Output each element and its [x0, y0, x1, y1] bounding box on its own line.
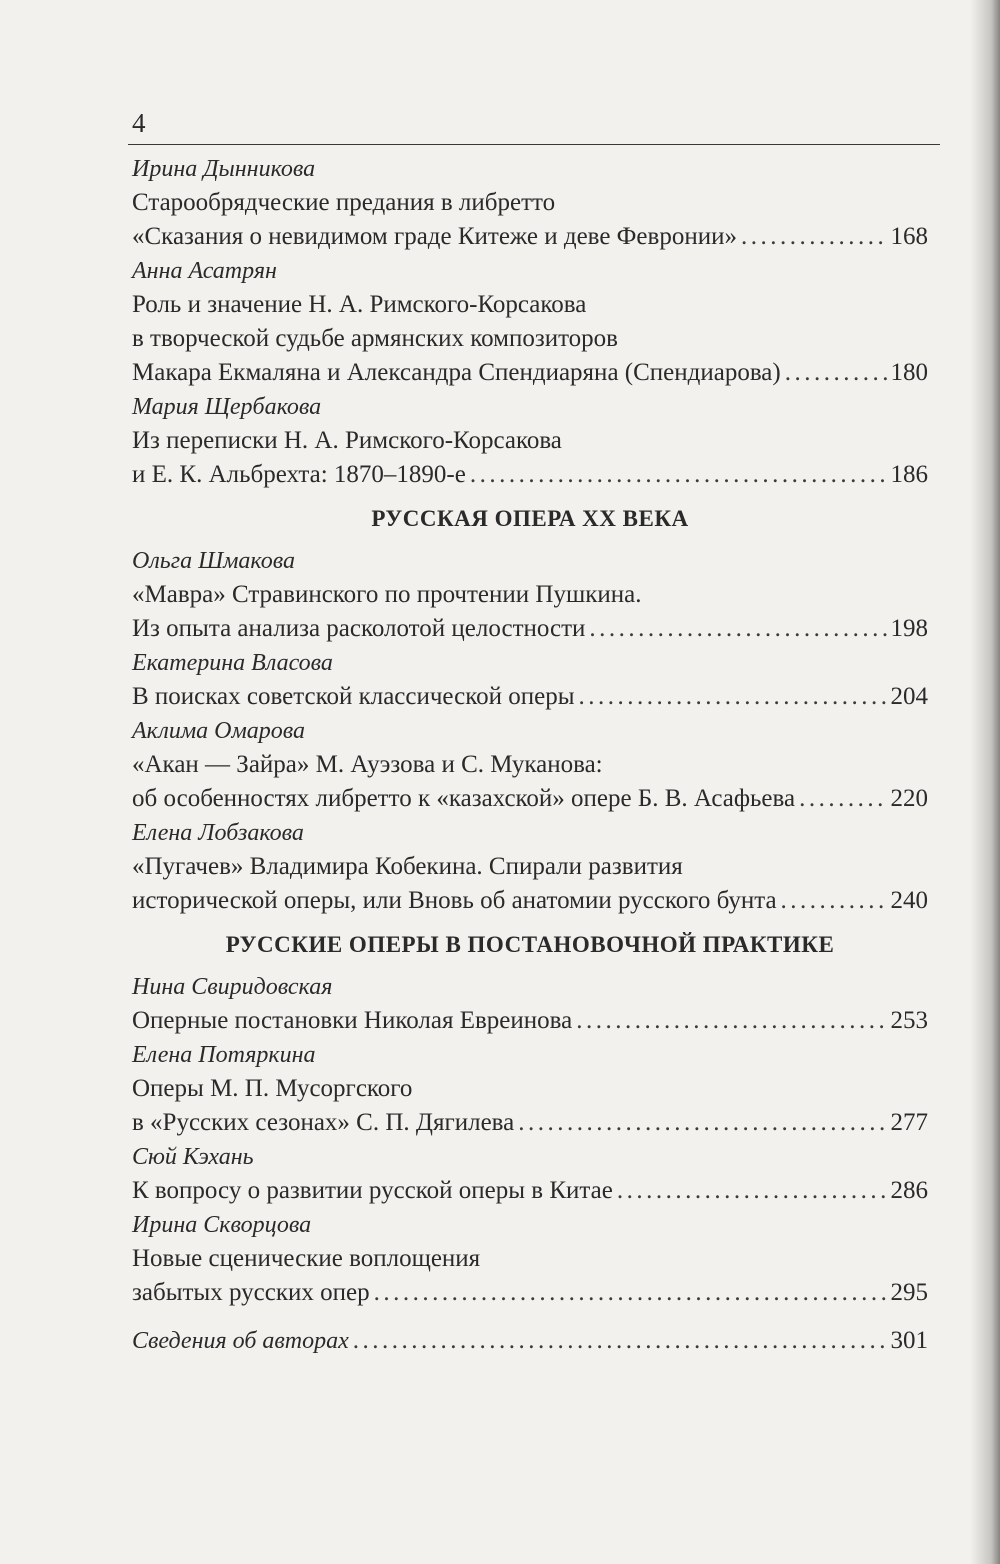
- entry-title-text: Сведения об авторах: [132, 1328, 349, 1354]
- dot-leader: [576, 1004, 886, 1038]
- entry-title-last-line: [132, 782, 928, 816]
- entry-title-line: Оперы М. П. Мусоргского: [132, 1075, 413, 1102]
- dot-leader: [518, 1106, 886, 1140]
- entry-title-line: «Пугачев» Владимира Кобекина. Спирали развития: [132, 853, 683, 880]
- toc-entry[interactable]: [132, 970, 928, 1038]
- page-edge-shadow: [970, 0, 1000, 1564]
- toc-entry[interactable]: [132, 1038, 928, 1140]
- entry-title-line: «Мавра» Стравинского по прочтении Пушкина.: [132, 581, 642, 608]
- entry-author: Ирина Скворцова: [132, 1212, 312, 1238]
- toc-entry[interactable]: [132, 1208, 928, 1310]
- page-number: 4: [132, 108, 146, 138]
- header-rule: [128, 144, 940, 145]
- dot-leader: [799, 782, 886, 816]
- entry-title-last-line: [132, 1174, 928, 1208]
- entry-title-text: Из опыта анализа расколотой целостности: [132, 615, 586, 642]
- entry-title-text: забытых русских опер: [132, 1279, 370, 1306]
- entry-author: Елена Лобзакова: [132, 820, 304, 846]
- entry-title-text: В поисках советской классической оперы: [132, 683, 575, 710]
- entry-title-line: Старообрядческие предания в либретто: [132, 189, 556, 216]
- toc-entry[interactable]: [132, 714, 928, 816]
- entry-page-number: 295: [890, 1279, 928, 1306]
- entry-title-line: Новые сценические воплощения: [132, 1245, 481, 1272]
- entry-title-last-line: [132, 884, 928, 918]
- entry-title-line: в творческой судьбе армянских композиторов: [132, 325, 618, 352]
- entry-author: Екатерина Власова: [132, 650, 333, 676]
- entry-title-text: и Е. К. Альбрехта: 1870–1890-е: [132, 461, 466, 488]
- entry-author: Ирина Дынникова: [132, 156, 316, 182]
- entry-title-last-line: [132, 220, 928, 254]
- table-of-contents: [132, 152, 928, 1358]
- entry-page-number: 186: [890, 461, 928, 488]
- dot-leader: [781, 884, 887, 918]
- dot-leader: [741, 220, 887, 254]
- toc-entry[interactable]: [132, 816, 928, 918]
- toc-entry[interactable]: [132, 254, 928, 390]
- entry-title-text: К вопросу о развитии русской оперы в Китае: [132, 1177, 613, 1204]
- entry-page-number: 180: [890, 359, 928, 386]
- entry-title-last-line: [132, 1004, 928, 1038]
- toc-entry[interactable]: [132, 1140, 928, 1208]
- entry-title-last-line: [132, 458, 928, 492]
- toc-entry[interactable]: [132, 646, 928, 714]
- dot-leader: [785, 356, 887, 390]
- toc-entry-authors-info[interactable]: [132, 1324, 928, 1358]
- entry-page-number: 240: [890, 887, 928, 914]
- entry-title-text: исторической оперы, или Вновь об анатомии русского бунта: [132, 887, 777, 914]
- entry-page-number: 198: [890, 615, 928, 642]
- entry-title-last-line: [132, 680, 928, 714]
- entry-author: Елена Потяркина: [132, 1042, 316, 1068]
- toc-entry[interactable]: [132, 390, 928, 492]
- entry-title-last-line: [132, 1106, 928, 1140]
- toc-entry[interactable]: [132, 544, 928, 646]
- entry-title-text: Оперные постановки Николая Евреинова: [132, 1007, 573, 1034]
- dot-leader: [470, 458, 887, 492]
- entry-page-number: 220: [890, 785, 928, 812]
- entry-page-number: 168: [890, 223, 928, 250]
- entry-title-text: об особенностях либретто к «казахской» опере Б. В. Асафьева: [132, 785, 796, 812]
- dot-leader: [617, 1174, 887, 1208]
- section-heading: РУССКИЕ ОПЕРЫ В ПОСТАНОВОЧНОЙ ПРАКТИКЕ: [225, 932, 835, 957]
- entry-page-number: 286: [890, 1177, 928, 1204]
- entry-author: Аклима Омарова: [132, 718, 306, 744]
- entry-title-last-line: [132, 356, 928, 390]
- entry-title-line: Из переписки Н. А. Римского-Корсакова: [132, 427, 562, 454]
- entry-author: Анна Асатрян: [132, 258, 277, 284]
- entry-title-line: Роль и значение Н. А. Римского-Корсакова: [132, 291, 587, 318]
- entry-page-number: 277: [890, 1109, 928, 1136]
- entry-page-number: 204: [890, 683, 928, 710]
- section-heading: РУССКАЯ ОПЕРА XX ВЕКА: [371, 506, 689, 531]
- entry-title-text: Макара Екмаляна и Александра Спендиаряна (Спендиарова): [132, 359, 781, 386]
- entry-author: Сюй Кэхань: [132, 1144, 254, 1170]
- entry-author: Мария Щербакова: [132, 394, 322, 420]
- entry-title-text: в «Русских сезонах» С. П. Дягилева: [132, 1109, 515, 1136]
- entry-author: Нина Свиридовская: [132, 974, 333, 1000]
- entry-page-number: 301: [890, 1327, 928, 1354]
- dot-leader: [589, 612, 886, 646]
- entry-title-last-line: [132, 1276, 928, 1310]
- dot-leader: [353, 1324, 887, 1358]
- entry-author: Ольга Шмакова: [132, 548, 295, 574]
- toc-entry[interactable]: [132, 152, 928, 254]
- entry-title-text: «Сказания о невидимом граде Китеже и деве Февронии»: [132, 223, 737, 250]
- entry-page-number: 253: [890, 1007, 928, 1034]
- entry-title-last-line: [132, 612, 928, 646]
- entry-title-line: «Акан — Зайра» М. Ауэзова и С. Муканова:: [132, 751, 603, 778]
- dot-leader: [374, 1276, 887, 1310]
- dot-leader: [579, 680, 887, 714]
